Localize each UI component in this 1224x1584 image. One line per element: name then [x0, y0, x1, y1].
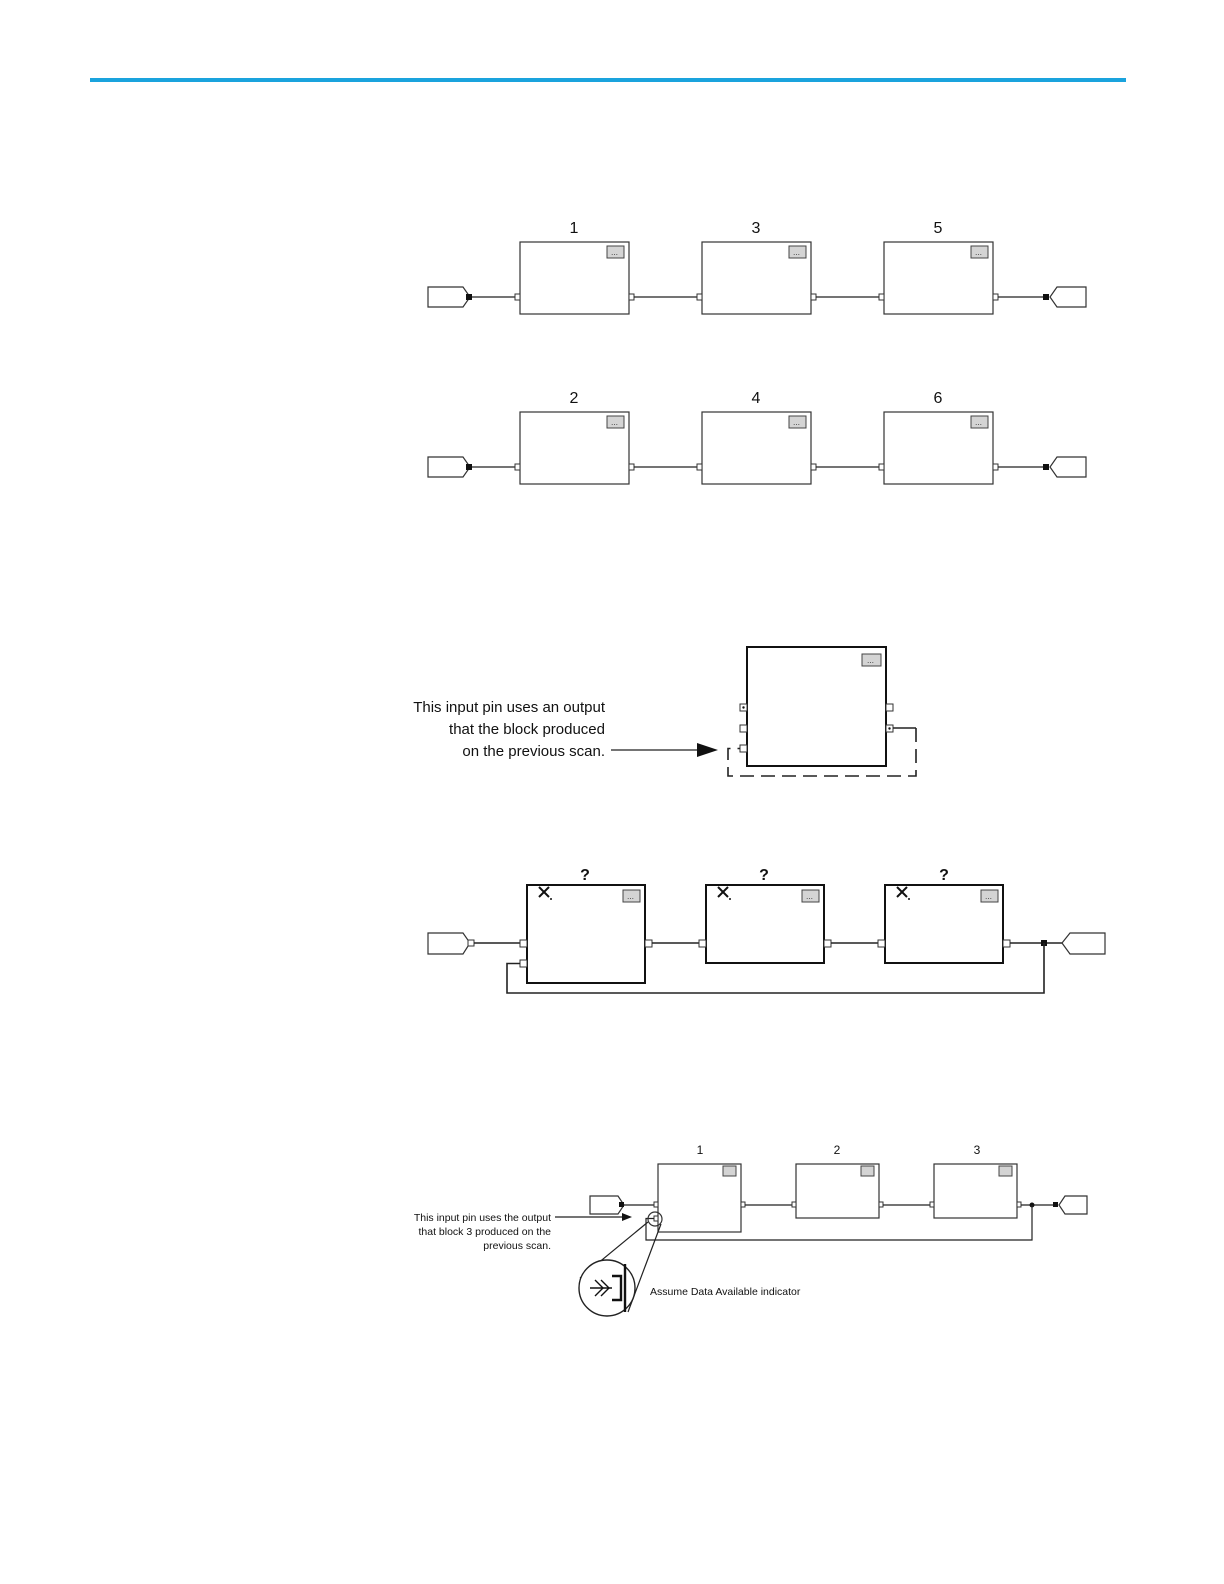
svg-text:…: … — [867, 657, 874, 665]
output-reference-icon — [1059, 1196, 1087, 1214]
block-order-label: 2 — [569, 390, 579, 407]
block-order-label: 1 — [569, 220, 579, 237]
block-order-label: 1 — [696, 1143, 704, 1157]
svg-text:…: … — [793, 419, 800, 427]
callout-line: on the previous scan. — [462, 743, 605, 760]
input-reference-icon — [590, 1196, 624, 1214]
svg-text:…: … — [806, 893, 813, 901]
block-order-label: 3 — [973, 1143, 981, 1157]
block-order-label: 3 — [751, 220, 761, 237]
figure-assume-data-available — [0, 1130, 1224, 1330]
function-block[interactable] — [697, 390, 816, 484]
output-reference-icon — [1050, 287, 1086, 307]
svg-text:…: … — [611, 249, 618, 257]
block-order-label: ? — [939, 867, 949, 884]
svg-text:…: … — [985, 893, 992, 901]
svg-text:…: … — [975, 249, 982, 257]
callout-line: This input pin uses an output — [413, 699, 605, 716]
function-block[interactable] — [792, 1143, 883, 1218]
ellipsis-button-icon[interactable] — [723, 1166, 736, 1176]
function-block[interactable] — [740, 647, 893, 766]
output-reference-icon — [1050, 457, 1086, 477]
block-order-label: 5 — [933, 220, 943, 237]
diagram-row-2 — [428, 390, 1086, 484]
callout-line: previous scan. — [483, 1240, 551, 1252]
svg-text:…: … — [975, 419, 982, 427]
callout-line: This input pin uses the output — [413, 1212, 551, 1224]
output-reference-icon — [1062, 933, 1105, 954]
function-block[interactable] — [879, 390, 998, 484]
top-accent-rule — [90, 78, 1126, 82]
input-reference-icon — [428, 457, 470, 477]
function-block[interactable] — [515, 220, 634, 314]
figure-unknown-execution-order — [0, 860, 1224, 1010]
function-block[interactable] — [697, 220, 816, 314]
svg-text:…: … — [611, 419, 618, 427]
input-reference-icon — [428, 933, 470, 954]
figure-feedback-previous-scan — [0, 630, 1224, 800]
indicator-label: Assume Data Available indicator — [650, 1286, 801, 1298]
callout-line: that the block produced — [449, 721, 605, 738]
figure-execution-order-rows — [0, 200, 1224, 500]
function-block[interactable] — [879, 220, 998, 314]
block-order-label: ? — [759, 867, 769, 884]
ellipsis-button-icon[interactable] — [999, 1166, 1012, 1176]
diagram-row-1 — [428, 220, 1086, 314]
function-block[interactable] — [878, 867, 1010, 963]
svg-text:…: … — [627, 893, 634, 901]
svg-text:…: … — [793, 249, 800, 257]
ellipsis-button-icon[interactable] — [861, 1166, 874, 1176]
arrowhead-icon — [697, 743, 718, 757]
block-order-label: ? — [580, 867, 590, 884]
assume-data-available-icon — [579, 1260, 635, 1316]
block-order-label: 6 — [933, 390, 943, 407]
function-block[interactable] — [930, 1143, 1021, 1218]
function-block[interactable] — [515, 390, 634, 484]
block-order-label: 4 — [751, 390, 761, 407]
callout-line: that block 3 produced on the — [418, 1226, 551, 1238]
input-reference-icon — [428, 287, 470, 307]
function-block[interactable] — [654, 1143, 745, 1232]
input-reference-pin — [466, 294, 472, 300]
function-block[interactable] — [520, 867, 652, 983]
function-block[interactable] — [699, 867, 831, 963]
block-order-label: 2 — [833, 1143, 841, 1157]
